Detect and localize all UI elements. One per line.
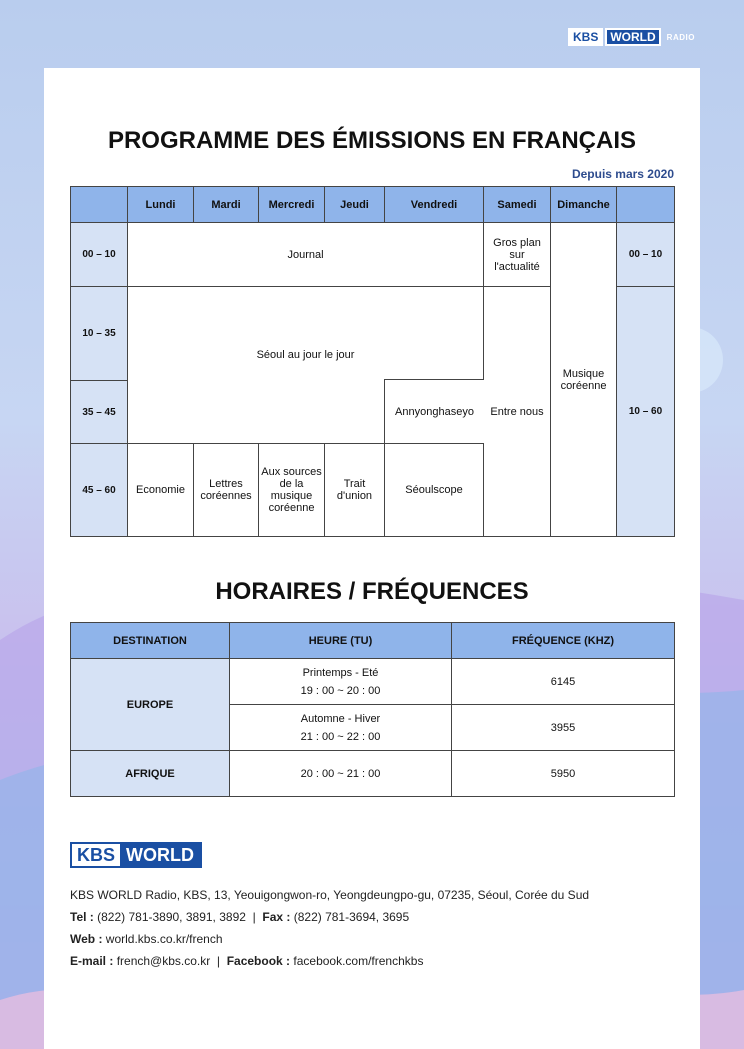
schedule-table — [70, 186, 675, 537]
fax-label: Fax : — [262, 910, 291, 924]
time-cell: 45 – 60 — [71, 444, 128, 537]
day-header: Dimanche — [551, 187, 617, 223]
program-seoulscope: Séoulscope — [385, 444, 484, 537]
corner-cell — [617, 187, 675, 223]
program-entre-nous: Entre nous — [484, 287, 551, 537]
day-header: Lundi — [128, 187, 194, 223]
day-header: Mardi — [194, 187, 259, 223]
logo-world: WORLD — [120, 844, 200, 866]
program-economie: Economie — [128, 444, 194, 537]
freq-header: FRÉQUENCE (KHZ) — [452, 623, 675, 659]
email-link[interactable]: french@kbs.co.kr — [116, 954, 211, 968]
footer-logo — [70, 842, 202, 868]
time-cell — [230, 705, 452, 751]
contact-block — [70, 884, 589, 972]
time-cell: 35 – 45 — [71, 381, 128, 444]
program-lettres: Lettres coréennes — [194, 444, 259, 537]
day-header: Mercredi — [259, 187, 325, 223]
time-cell: 00 – 10 — [71, 223, 128, 287]
time-range: 19 : 00 ~ 20 : 00 — [300, 684, 381, 697]
day-header: Samedi — [484, 187, 551, 223]
frequency-table — [70, 622, 675, 797]
freq-header: DESTINATION — [71, 623, 230, 659]
frequency-value: 3955 — [452, 705, 675, 751]
destination-europe: EUROPE — [71, 659, 230, 751]
facebook-link[interactable]: facebook.com/frenchkbs — [293, 954, 424, 968]
time-cell: 10 – 60 — [617, 287, 675, 537]
freq-title: HORAIRES / FRÉQUENCES — [215, 578, 529, 605]
contact-address: KBS WORLD Radio, KBS, 13, Yeouigongwon-ro, Yeongdeungpo-gu, 07235, Séoul, Corée du Sud — [70, 888, 590, 902]
header-brand-logo — [568, 28, 695, 46]
contact-phone-line: Tel : (822) 781-3890, 3891, 3892 | Fax : (822) 781-3694, 3695 — [70, 910, 410, 924]
frequency-value: 6145 — [452, 659, 675, 705]
brand-world: WORLD — [605, 28, 660, 46]
program-seoul: Séoul au jour le jour — [128, 287, 484, 444]
program-sources: Aux sources de la musique coréenne — [259, 444, 325, 537]
season-label: Printemps - Eté — [302, 666, 379, 679]
web-link[interactable]: world.kbs.co.kr/french — [105, 932, 223, 946]
season-label: Automne - Hiver — [300, 712, 381, 725]
contact-web-line — [70, 928, 589, 950]
time-range: 20 : 00 ~ 21 : 00 — [230, 751, 452, 797]
destination-afrique: AFRIQUE — [71, 751, 230, 797]
email-label: E-mail : — [70, 954, 114, 968]
page-title: PROGRAMME DES ÉMISSIONS EN FRANÇAIS — [107, 127, 637, 154]
program-trait: Trait d'union — [325, 444, 385, 537]
brand-kbs: KBS — [568, 28, 603, 46]
time-cell — [230, 659, 452, 705]
program-journal: Journal — [128, 223, 484, 287]
web-label: Web : — [70, 932, 103, 946]
time-cell: 00 – 10 — [617, 223, 675, 287]
contact-email-line: E-mail : french@kbs.co.kr | Facebook : facebook.com/frenchkbs — [70, 954, 424, 968]
corner-cell — [71, 187, 128, 223]
tel-value: (822) 781-3890, 3891, 3892 — [97, 910, 246, 924]
tel-label: Tel : — [70, 910, 94, 924]
schedule-header-row — [71, 187, 675, 223]
freq-header: HEURE (TU) — [230, 623, 452, 659]
time-cell: 10 – 35 — [71, 287, 128, 381]
program-annyong-box — [384, 379, 484, 443]
program-gros-plan: Gros plan sur l'actualité — [484, 223, 551, 287]
day-header: Vendredi — [385, 187, 484, 223]
facebook-label: Facebook : — [226, 954, 291, 968]
brand-radio: RADIO — [666, 32, 695, 42]
fax-value: (822) 781-3694, 3695 — [293, 910, 410, 924]
time-range: 21 : 00 ~ 22 : 00 — [300, 730, 381, 743]
frequency-value: 5950 — [452, 751, 675, 797]
day-header: Jeudi — [325, 187, 385, 223]
program-musique: Musique coréenne — [551, 223, 617, 537]
program-annyong: Annyonghaseyo — [395, 405, 474, 418]
since-date: Depuis mars 2020 — [571, 167, 674, 181]
logo-kbs: KBS — [72, 844, 120, 866]
